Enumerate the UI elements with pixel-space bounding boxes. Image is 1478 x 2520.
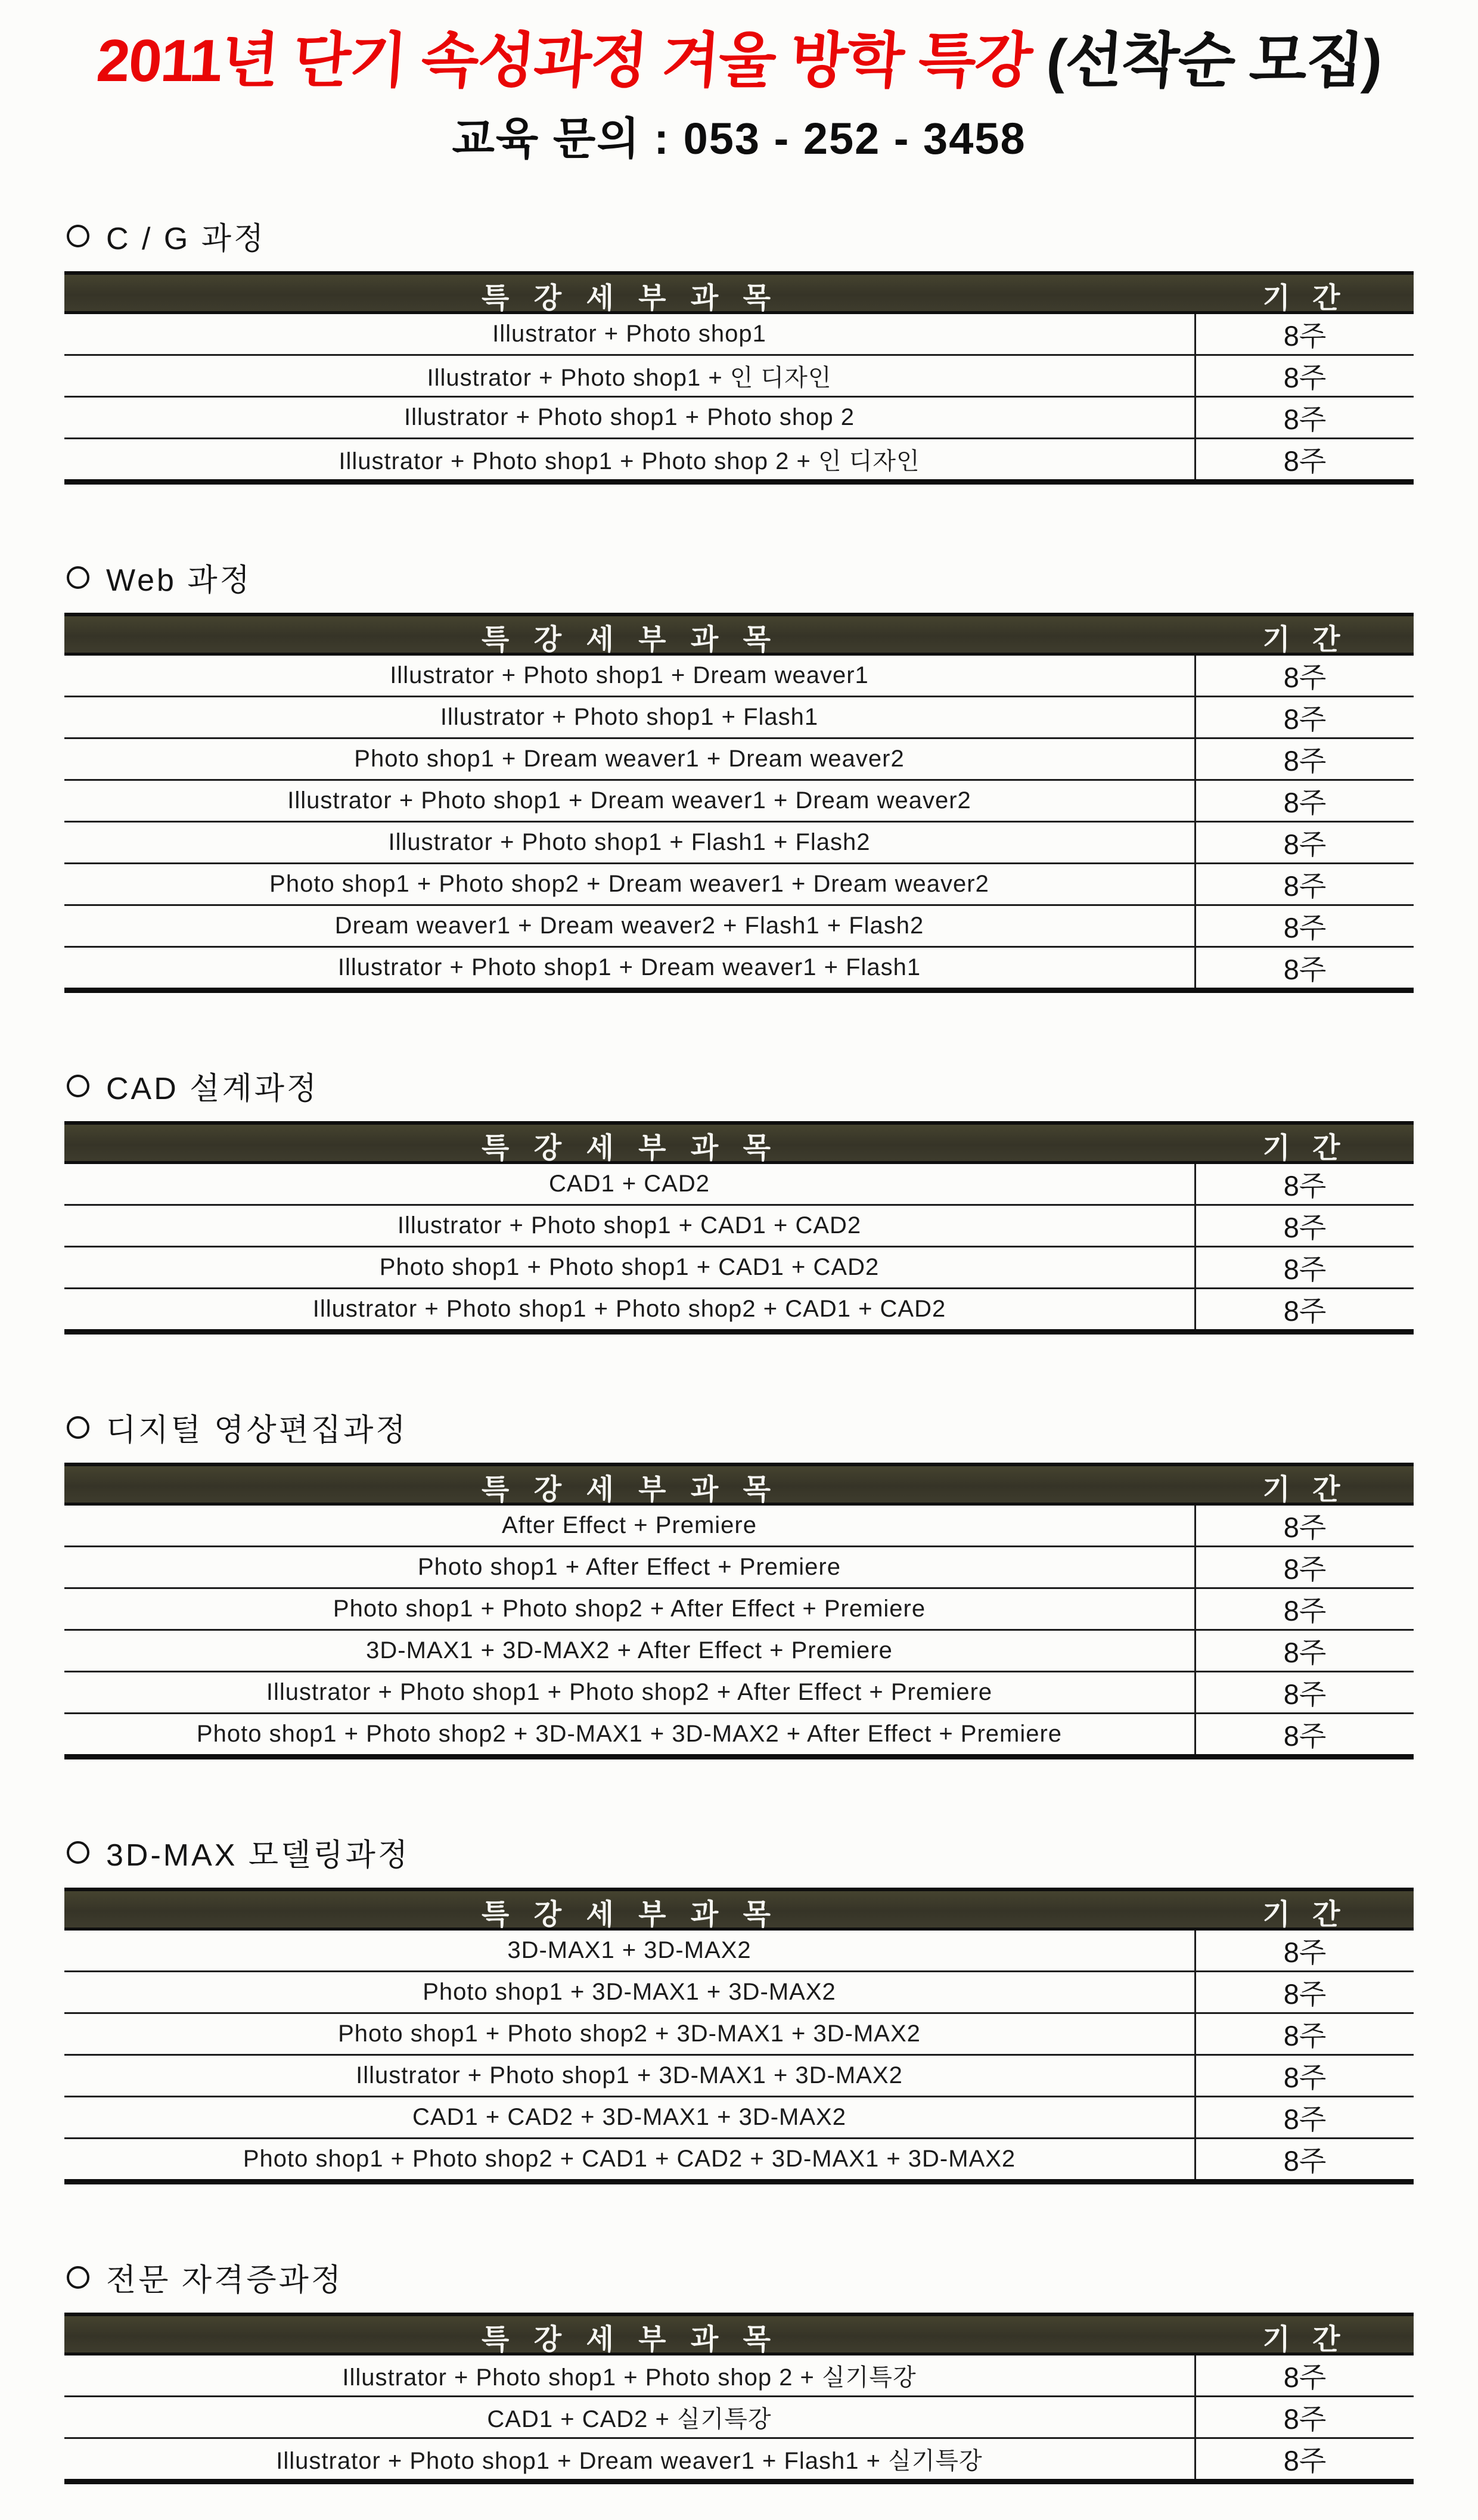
- table-row: [64, 1931, 1414, 1970]
- table-row: [64, 1587, 1414, 1629]
- course-subject: 3D-MAX1 + 3D-MAX2 + After Effect + Premiere: [64, 1631, 1196, 1671]
- table-row: [64, 2012, 1414, 2054]
- course-subject: Illustrator + Photo shop1 + Photo shop 2 + 인 디자인: [64, 439, 1196, 479]
- column-header-duration: 기 간: [1262, 1132, 1347, 1164]
- table-row: [64, 396, 1414, 437]
- course-subject: Illustrator + Photo shop1 + 인 디자인: [64, 356, 1196, 396]
- column-header-duration: 기 간: [1262, 624, 1347, 656]
- table-row: [64, 2355, 1414, 2395]
- course-duration: 8주: [1283, 2103, 1327, 2135]
- table-header-row: [64, 271, 1414, 314]
- table-row: [64, 1506, 1414, 1545]
- table-row: [64, 1671, 1414, 1712]
- table-row: [64, 1970, 1414, 2012]
- table-body: [64, 314, 1414, 485]
- course-table: [64, 1463, 1414, 1759]
- course-subject: Photo shop1 + Dream weaver1 + Dream weaver2: [64, 739, 1196, 779]
- course-duration: 8주: [1283, 870, 1327, 902]
- course-subject: Photo shop1 + 3D-MAX1 + 3D-MAX2: [64, 1972, 1196, 2012]
- course-section: [64, 2255, 1414, 2484]
- course-duration: 8주: [1283, 1720, 1327, 1752]
- column-header-subject: 특 강 세 부 과 목: [482, 1474, 779, 1506]
- course-subject: After Effect + Premiere: [64, 1506, 1196, 1545]
- course-subject: Photo shop1 + After Effect + Premiere: [64, 1547, 1196, 1587]
- course-table: [64, 1888, 1414, 2184]
- page-title-black: (선착순 모집): [1044, 27, 1384, 94]
- table-row: [64, 737, 1414, 779]
- section-title-row: [64, 213, 1414, 258]
- table-row: [64, 1246, 1414, 1287]
- course-subject: Illustrator + Photo shop1 + Flash1 + Flash2: [64, 823, 1196, 862]
- course-section: [64, 213, 1414, 485]
- column-header-subject: 특 강 세 부 과 목: [482, 2324, 779, 2355]
- section-title-row: [64, 1405, 1414, 1450]
- course-duration: 8주: [1283, 445, 1327, 477]
- course-section: [64, 1830, 1414, 2184]
- table-body: [64, 656, 1414, 993]
- course-subject: Photo shop1 + Photo shop2 + 3D-MAX1 + 3D-MAX2: [64, 2014, 1196, 2054]
- table-body: [64, 1506, 1414, 1759]
- column-header-duration: 기 간: [1262, 2324, 1347, 2355]
- column-header-duration: 기 간: [1262, 1899, 1347, 1931]
- course-subject: Illustrator + Photo shop1 + Dream weaver1: [64, 656, 1196, 696]
- course-duration: 8주: [1283, 828, 1327, 860]
- course-subject: Illustrator + Photo shop1 + Dream weaver1 + Flash1: [64, 948, 1196, 988]
- flyer-header: [64, 27, 1414, 167]
- course-table: [64, 2313, 1414, 2484]
- course-subject: Illustrator + Photo shop1 + Flash1: [64, 697, 1196, 737]
- column-header-duration: 기 간: [1262, 1474, 1347, 1506]
- course-duration: 8주: [1283, 1678, 1327, 1710]
- course-subject: Illustrator + Photo shop1 + Photo shop 2: [64, 398, 1196, 437]
- course-section: [64, 555, 1414, 993]
- course-duration: 8주: [1283, 787, 1327, 818]
- course-subject: Illustrator + Photo shop1 + Photo shop 2 + 실기특강: [64, 2355, 1196, 2395]
- course-duration: 8주: [1283, 2403, 1327, 2435]
- course-duration: 8주: [1283, 1595, 1327, 1627]
- table-row: [64, 1629, 1414, 1671]
- course-duration: 8주: [1283, 1212, 1327, 1243]
- column-header-subject: 특 강 세 부 과 목: [482, 1132, 779, 1164]
- section-title: 전문 자격증과정: [106, 2263, 344, 2298]
- course-duration: 8주: [1283, 2445, 1327, 2476]
- course-subject: CAD1 + CAD2 + 3D-MAX1 + 3D-MAX2: [64, 2097, 1196, 2137]
- course-section: [64, 1405, 1414, 1759]
- course-table: [64, 613, 1414, 993]
- table-header-row: [64, 1121, 1414, 1164]
- course-section: [64, 1063, 1414, 1335]
- course-duration: 8주: [1283, 320, 1327, 352]
- table-body: [64, 1931, 1414, 2184]
- course-duration: 8주: [1283, 703, 1327, 735]
- table-row: [64, 1204, 1414, 1246]
- course-duration: 8주: [1283, 2145, 1327, 2177]
- section-title-row: [64, 1830, 1414, 1875]
- course-duration: 8주: [1283, 2020, 1327, 2052]
- course-subject: Illustrator + Photo shop1 + 3D-MAX1 + 3D-MAX2: [64, 2056, 1196, 2096]
- section-title-row: [64, 2255, 1414, 2299]
- course-subject: Illustrator + Photo shop1 + Photo shop2 + CAD1 + CAD2: [64, 1289, 1196, 1329]
- table-row: [64, 696, 1414, 737]
- course-subject: Illustrator + Photo shop1 + Dream weaver1 + Flash1 + 실기특강: [64, 2439, 1196, 2479]
- circle-bullet-icon: [67, 1416, 89, 1439]
- table-header-row: [64, 2313, 1414, 2355]
- table-row: [64, 1164, 1414, 1204]
- course-duration: 8주: [1283, 2062, 1327, 2093]
- course-duration: 8주: [1283, 1253, 1327, 1285]
- course-subject: Illustrator + Photo shop1: [64, 314, 1196, 354]
- table-row: [64, 437, 1414, 479]
- course-subject: Photo shop1 + Photo shop2 + After Effect + Premiere: [64, 1589, 1196, 1629]
- column-header-subject: 특 강 세 부 과 목: [482, 624, 779, 656]
- section-title: Web 과정: [106, 563, 252, 598]
- circle-bullet-icon: [67, 566, 89, 589]
- table-row: [64, 1545, 1414, 1587]
- course-table: [64, 1121, 1414, 1335]
- course-duration: 8주: [1283, 1170, 1327, 1202]
- table-row: [64, 2437, 1414, 2479]
- course-duration: 8주: [1283, 1553, 1327, 1585]
- course-duration: 8주: [1283, 1978, 1327, 2010]
- table-row: [64, 904, 1414, 946]
- course-subject: CAD1 + CAD2 + 실기특강: [64, 2397, 1196, 2437]
- table-row: [64, 821, 1414, 862]
- course-subject: Illustrator + Photo shop1 + CAD1 + CAD2: [64, 1206, 1196, 1246]
- page-title-red: 2011년 단기 속성과정 겨울 방학 특강: [94, 27, 1049, 94]
- table-row: [64, 2137, 1414, 2179]
- page-title: [62, 27, 1416, 95]
- course-subject: Photo shop1 + Photo shop1 + CAD1 + CAD2: [64, 1247, 1196, 1287]
- course-subject: CAD1 + CAD2: [64, 1164, 1196, 1204]
- section-title: 디지털 영상편집과정: [106, 1413, 408, 1448]
- course-sections: [64, 213, 1414, 2484]
- circle-bullet-icon: [67, 2266, 89, 2289]
- course-subject: Photo shop1 + Photo shop2 + 3D-MAX1 + 3D-MAX2 + After Effect + Premiere: [64, 1714, 1196, 1754]
- section-title-row: [64, 555, 1414, 600]
- section-title: 3D-MAX 모델링과정: [106, 1838, 411, 1873]
- course-duration: 8주: [1283, 1295, 1327, 1327]
- course-subject: Illustrator + Photo shop1 + Dream weaver1 + Dream weaver2: [64, 781, 1196, 821]
- table-row: [64, 656, 1414, 696]
- contact-phone: 교육 문의 : 053 - 252 - 3458: [452, 114, 1026, 163]
- course-duration: 8주: [1283, 1936, 1327, 1968]
- course-duration: 8주: [1283, 2361, 1327, 2393]
- table-row: [64, 2395, 1414, 2437]
- table-row: [64, 354, 1414, 396]
- table-row: [64, 779, 1414, 821]
- course-duration: 8주: [1283, 954, 1327, 985]
- course-subject: Illustrator + Photo shop1 + Photo shop2 + After Effect + Premiere: [64, 1672, 1196, 1712]
- course-subject: Photo shop1 + Photo shop2 + CAD1 + CAD2 + 3D-MAX1 + 3D-MAX2: [64, 2139, 1196, 2179]
- table-row: [64, 946, 1414, 988]
- table-body: [64, 1164, 1414, 1335]
- course-subject: Photo shop1 + Photo shop2 + Dream weaver1 + Dream weaver2: [64, 864, 1196, 904]
- table-row: [64, 314, 1414, 354]
- section-title-row: [64, 1063, 1414, 1108]
- course-duration: 8주: [1283, 1512, 1327, 1543]
- course-duration: 8주: [1283, 912, 1327, 944]
- column-header-subject: 특 강 세 부 과 목: [482, 283, 779, 314]
- course-duration: 8주: [1283, 662, 1327, 693]
- column-header-subject: 특 강 세 부 과 목: [482, 1899, 779, 1931]
- circle-bullet-icon: [67, 225, 89, 247]
- course-duration: 8주: [1283, 1637, 1327, 1668]
- circle-bullet-icon: [67, 1075, 89, 1097]
- table-header-row: [64, 1888, 1414, 1931]
- table-row: [64, 862, 1414, 904]
- course-duration: 8주: [1283, 745, 1327, 777]
- column-header-duration: 기 간: [1262, 283, 1347, 314]
- circle-bullet-icon: [67, 1841, 89, 1864]
- section-title: CAD 설계과정: [106, 1072, 319, 1106]
- course-duration: 8주: [1283, 404, 1327, 435]
- table-row: [64, 1287, 1414, 1329]
- course-subject: Dream weaver1 + Dream weaver2 + Flash1 + Flash2: [64, 906, 1196, 946]
- table-row: [64, 1712, 1414, 1754]
- table-header-row: [64, 613, 1414, 656]
- course-table: [64, 271, 1414, 485]
- table-row: [64, 2054, 1414, 2096]
- course-duration: 8주: [1283, 362, 1327, 393]
- table-header-row: [64, 1463, 1414, 1506]
- table-body: [64, 2355, 1414, 2484]
- course-subject: 3D-MAX1 + 3D-MAX2: [64, 1931, 1196, 1970]
- section-title: C / G 과정: [106, 222, 266, 256]
- table-row: [64, 2096, 1414, 2137]
